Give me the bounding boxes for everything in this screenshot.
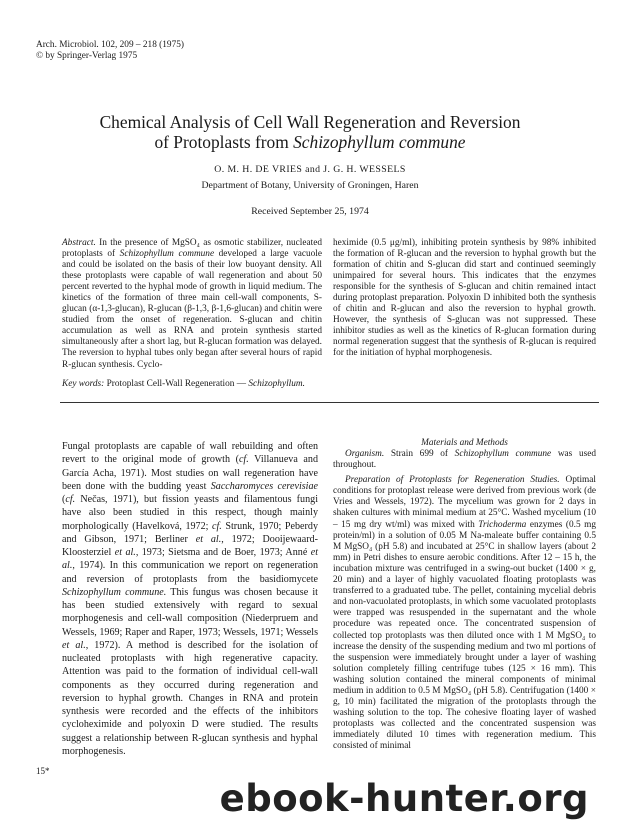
abstract-species: Schizophyllum commune xyxy=(119,249,215,260)
intro-text: , 1973; Sietsma and de Boer, 1973; Anné xyxy=(135,547,311,558)
intro-text: Nečas, 1971), but fission yeasts and filamentous fungi have also been studied in this respect, though mainly morphologically (Havelková, 1972; xyxy=(62,494,318,532)
intro-text: This fungus was chosen because it has been studied extensively with regard to sexual morphogenesis and cell-wall composition (Niederpruem and Wessels, 1969; Raper and Raper, 1973; Wessels, 1971; Wessels xyxy=(62,586,318,638)
organism-text: Strain 699 of xyxy=(384,449,455,459)
intro-cf: cf. xyxy=(238,454,249,466)
keywords-label: Key words: xyxy=(62,379,105,389)
preparation-text: enzymes (0.5 mg protein/ml) in a solution of 0.05 M Na-maleate buffer containing 0.5 M MgSO₄ (pH 5.8) and incubated at 25°C in shallow layers (about 2 mm) in Petri dishes to ensure aerobic conditions. After 12 – 15 h, the incubation mixture was centrifuged in a swing-out bucket (1400 × g, 20 min) and a layer of highly vacuolated floating protoplasts was transferred to a graduated tube. The pellet, containing mycelial debris and non-vacuolated protoplasts, in which some vacuolated protoplasts were trapped was resuspended in the supernatant and the whole procedure was repeated once. The concentrated suspension of collected top protoplasts was then diluted once with 1 M MgSO₄ to increase the density of the suspending medium and two ml portions of the suspension were immediately brought under a layer of washing solution completely filling centrifuge tubes (125 × 16 mm). This washing solution contained the mineral components of minimal medium in addition to 0.5 M MgSO₄ (pH 5.8). Centrifugation (1400 × g, 10 min) facilitated the migration of the protoplasts through the washing solution to the top. The cohesive floating layer of washed protoplasts was collected and the concentrated suspension was immediately diluted 10 times with regeneration medium. This consisted of minimal xyxy=(333,519,596,752)
keywords-species: Schizophyllum. xyxy=(248,379,305,389)
journal-citation xyxy=(36,40,184,62)
journal-citation-line: Arch. Microbiol. 102, 209 – 218 (1975) xyxy=(36,40,184,50)
title-species: Schizophyllum commune xyxy=(293,132,466,152)
abstract-text-right: heximide (0.5 μg/ml), inhibiting protein synthesis by 98% inhibited the formation of R-glucan and the reversion to hyphal growth but the formation of chitin and S-glucan did start and continued seemingly unimpaired for several hours. This indicates that the enzymes responsible for the synthesis of S-glucan and chitin remained intact during protoplast preparation. Polyoxin D inhibited both the synthesis of chitin and R-glucan and also the reversion to hyphal growth. However, the synthesis of S-glucan was not suppressed. These inhibitor studies as well as the kinetics of R-glucan formation during normal regeneration suggest that the synthesis of R-glucan is required for the initiation of hyphal morphogenesis. xyxy=(333,238,596,359)
intro-etal: et al. xyxy=(62,547,319,572)
title-line-2 xyxy=(40,132,580,152)
intro-etal: et al. xyxy=(195,533,222,545)
abstract-text-a: In the presence of MgSO₄ as osmotic stabilizer, nucleated protoplasts of xyxy=(62,238,322,260)
keywords xyxy=(62,379,305,390)
watermark: ebook-hunter.org xyxy=(219,777,589,820)
intro-etal: et al. xyxy=(62,639,86,651)
introduction-column xyxy=(62,440,318,758)
title-line-2-prefix: of Protoplasts from xyxy=(154,132,294,152)
intro-text: Villanueva and García Acha, 1971). Most studies on wall regeneration have been done with the budding yeast xyxy=(62,454,318,492)
keywords-text: Protoplast Cell-Wall Regeneration — xyxy=(104,379,249,389)
organism-label: Organism. xyxy=(345,449,385,459)
abstract-right-column xyxy=(333,238,596,360)
intro-text: Strunk, 1970; Peberdy and Gibson, 1971; Berliner xyxy=(62,520,318,545)
intro-text: , 1974). In this communication we report on regeneration and reversion of protoplasts from the basidiomycete xyxy=(62,560,318,585)
intro-text: , 1972; Dooijewaard-Kloosterziel xyxy=(62,533,318,558)
intro-yeast-species: Saccharomyces cerevisiae xyxy=(210,480,319,492)
page-signature: 15* xyxy=(36,766,50,776)
preparation-paragraph xyxy=(333,475,596,752)
methods-column xyxy=(333,449,596,753)
introduction-paragraph xyxy=(62,440,318,758)
intro-text: Fungal protoplasts are capable of wall rebuilding and often revert to the original mode of growth ( xyxy=(62,441,318,466)
intro-species: Schizophyllum commune. xyxy=(62,586,167,598)
affiliation: Department of Botany, University of Groningen, Haren xyxy=(201,180,419,191)
intro-cf: cf. xyxy=(65,494,76,505)
section-divider xyxy=(60,402,599,403)
intro-text: ( xyxy=(62,494,66,505)
authors: O. M. H. DE VRIES and J. G. H. WESSELS xyxy=(214,164,406,175)
title-line-1: Chemical Analysis of Cell Wall Regeneration and Reversion xyxy=(99,112,521,132)
preparation-label: Preparation of Protoplasts for Regeneration Studies. xyxy=(345,475,560,486)
organism-paragraph xyxy=(333,449,596,471)
intro-etal: et al. xyxy=(114,547,136,558)
organism-text: was used throughout. xyxy=(333,449,596,471)
organism-species: Schizophyllum commune xyxy=(454,449,552,459)
methods-heading: Materials and Methods xyxy=(421,438,508,448)
trichoderma-name: Trichoderma xyxy=(478,519,527,530)
paper-title xyxy=(40,112,580,152)
intro-cf: cf. xyxy=(212,520,222,532)
copyright-line: © by Springer-Verlag 1975 xyxy=(36,51,138,61)
intro-text: , 1972). A method is described for the isolation of nucleated protoplasts with high regenerative capacity. Attention was paid to the formation of individual cell-wall components as they occurred during regeneration and reversion to hyphal growth. Changes in RNA and protein synthesis were recorded and the effects of the inhibitors cycloheximide and polyoxin D were studied. The results suggest a relationship between R-glucan synthesis and hyphal morphogenesis. xyxy=(62,639,318,757)
received-date: Received September 25, 1974 xyxy=(251,206,369,217)
abstract-text-b: developed a large vacuole and could be isolated on the basis of their low buoyant density. All these protoplasts were capable of wall regeneration and about 50 percent reverted to the hyphal mode of growth in liquid medium. The kinetics of the formation of three main cell-wall components, S-glucan (α-1,3-glucan), R-glucan (β-1,3, β-1,6-glucan) and chitin were studied from the onset of regeneration. S-glucan and chitin accumulation as well as RNA and protein synthesis started simultaneously after a short lag, but R-glucan formation was delayed. The reversion to hyphal tubes only began after several hours of rapid R-glucan synthesis. Cyclo- xyxy=(62,249,322,370)
abstract-label: Abstract. xyxy=(62,238,96,248)
preparation-text: Optimal conditions for protoplast release were derived from previous work (de Vries and Wessels, 1972). The mycelium was grown for 2 days in shaken cultures with minimal medium at 25°C. Washed mycelium (10 – 15 mg dry wt/ml) was mixed with xyxy=(333,475,597,530)
abstract-left-column xyxy=(62,238,322,371)
